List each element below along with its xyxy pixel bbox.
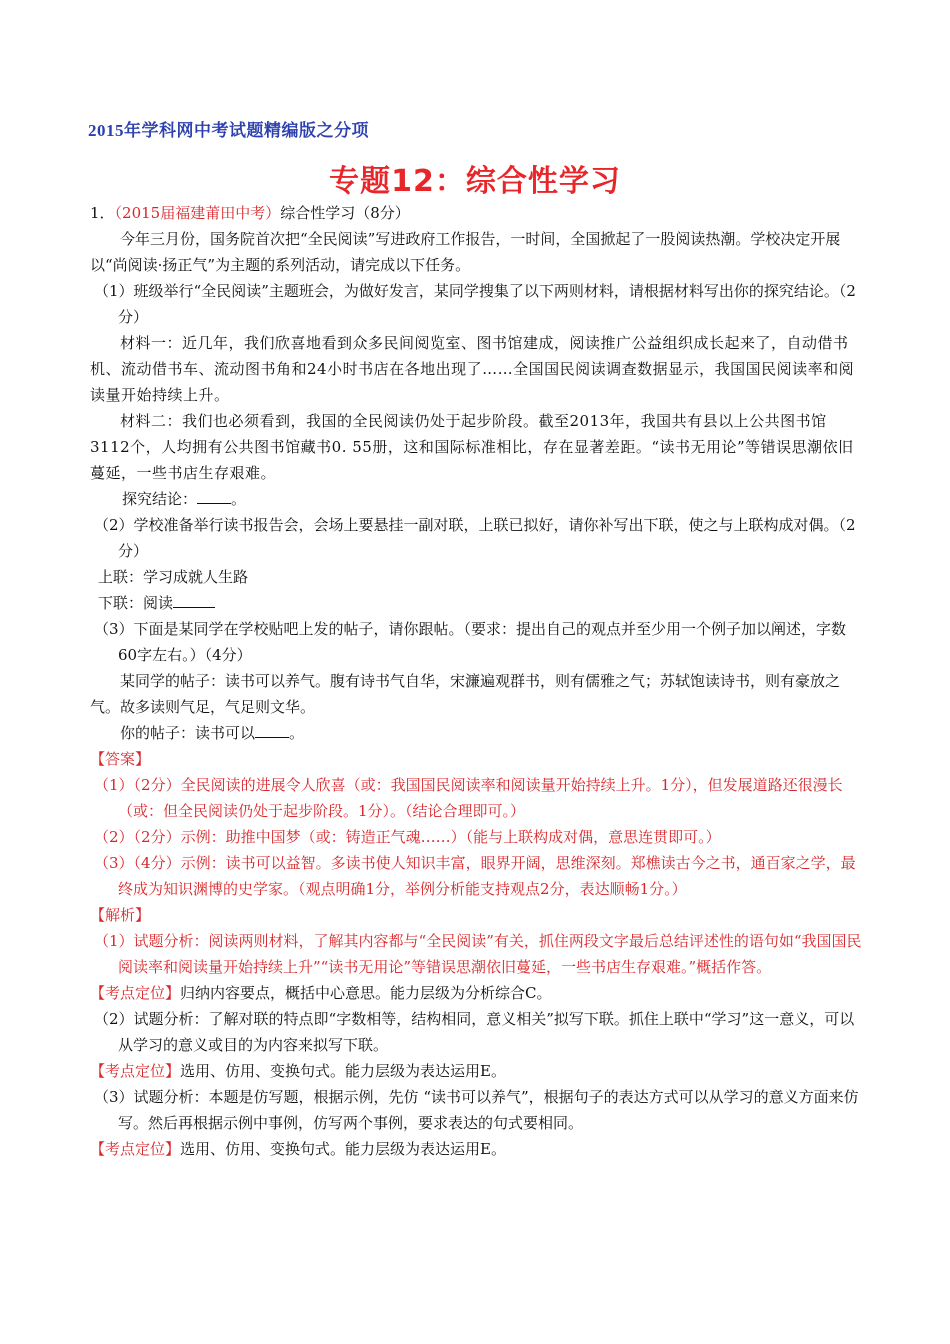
material-two: 材料二：我们也必须看到，我国的全民阅读仍处于起步阶段。截至2013年，我国共有县以上公共图书馆3112个，人均拥有公共图书馆藏书0. 55册，这和国际标准相比，存在显著差距。“读书无用论”等错误思潮依旧蔓延，一些书店生存艰难。 (90, 412, 854, 482)
conclusion-line (90, 486, 865, 512)
topic-title: 专题12：综合性学习 (329, 164, 621, 199)
question-title: 综合性学习（8分） (280, 204, 410, 222)
upper-couplet: 上联：学习成就人生路 (98, 568, 249, 586)
key-point-1 (90, 980, 865, 1006)
analysis-1: （1）试题分析：阅读两则材料，了解其内容都与“全民阅读”有关，抓住两段文字最后总结评述性的语句如“我国国民阅读率和阅读量开始持续上升”“读书无用论”等错误思潮依旧蔓延，一些书店生存艰难。”概括作答。 (94, 932, 862, 976)
lower-couplet-line (90, 590, 865, 616)
analysis-label: 【解析】 (90, 906, 151, 924)
conclusion-blank[interactable] (197, 489, 231, 504)
your-post-label: 你的帖子：读书可以 (120, 724, 256, 742)
question-source: （2015届福建莆田中考） (114, 204, 281, 222)
question-heading (90, 200, 865, 226)
series-title: 2015年学科网中考试题精编版之分项 (88, 121, 369, 140)
key-point-1-tag: 【考点定位】 (90, 984, 181, 1002)
key-point-3 (90, 1136, 865, 1162)
answer-label: 【答案】 (90, 750, 151, 768)
key-point-1-text: 归纳内容要点，概括中心意思。能力层级为分析综合C。 (180, 984, 552, 1002)
material-one: 材料一：近几年，我们欣喜地看到众多民间阅览室、图书馆建成，阅读推广公益组织成长起来了，自动借书机、流动借书车、流动图书角和24小时书店在各地出现了……全国国民阅读调查数据显示，我国国民阅读率和阅读量开始持续上升。 (90, 334, 855, 404)
answer-2: （2）（2分）示例：助推中国梦（或：铸造正气魂……）（能与上联构成对偶，意思连贯即可。） (94, 828, 721, 846)
key-point-2-tag: 【考点定位】 (90, 1062, 181, 1080)
question-number: 1． (90, 204, 115, 222)
your-post-blank[interactable] (255, 723, 289, 738)
lower-couplet-blank[interactable] (173, 593, 215, 608)
subquestion-2: （2）学校准备举行读书报告会，会场上要悬挂一副对联，上联已拟好，请你补写出下联，使之与上联构成对偶。（2分） (94, 516, 856, 560)
subquestion-3: （3）下面是某同学在学校贴吧上发的帖子，请你跟帖。（要求：提出自己的观点并至少用一个例子加以阐述，字数60字左右。）（4分） (94, 620, 847, 664)
answer-3: （3）（4分）示例：读书可以益智。多读书使人知识丰富，眼界开阔，思维深刻。郑樵读古今之书，通百家之学，最终成为知识渊博的史学家。（观点明确1分，举例分析能支持观点2分，表达顺畅1分。） (94, 854, 856, 898)
analysis-2: （2）试题分析：了解对联的特点即“字数相等，结构相同，意义相关”拟写下联。抓住上联中“学习”这一意义，可以从学习的意义或目的为内容来拟写下联。 (94, 1010, 855, 1054)
answer-1: （1）（2分）全民阅读的进展令人欣喜（或：我国国民阅读率和阅读量开始持续上升。1分），但发展道路还很漫长（或：但全民阅读仍处于起步阶段。1分）。（结论合理即可。） (94, 776, 843, 820)
your-post-line (90, 720, 865, 746)
sample-post: 某同学的帖子：读书可以养气。腹有诗书气自华，宋濂遍观群书，则有儒雅之气；苏轼饱读诗书，则有豪放之气。故多读则气足，气足则文华。 (90, 672, 841, 716)
conclusion-label: 探究结论： (122, 490, 198, 508)
subquestion-1: （1）班级举行“全民阅读”主题班会，为做好发言，某同学搜集了以下两则材料，请根据材料写出你的探究结论。（2分） (94, 282, 856, 326)
key-point-3-tag: 【考点定位】 (90, 1140, 181, 1158)
your-post-period: 。 (289, 724, 305, 742)
document-body (90, 200, 865, 1162)
key-point-2 (90, 1058, 865, 1084)
analysis-3: （3）试题分析：本题是仿写题，根据示例，先仿 “读书可以养气”，根据句子的表达方式可以从学习的意义方面来仿写。然后再根据示例中事例，仿写两个事例，要求表达的句式要相同。 (94, 1088, 859, 1132)
question-intro: 今年三月份，国务院首次把“全民阅读”写进政府工作报告，一时间，全国掀起了一股阅读热潮。学校决定开展以“尚阅读·扬正气”为主题的系列活动，请完成以下任务。 (90, 230, 841, 274)
lower-couplet-label: 下联：阅读 (98, 594, 174, 612)
key-point-3-text: 选用、仿用、变换句式。能力层级为表达运用E。 (180, 1140, 506, 1158)
conclusion-period: 。 (231, 490, 247, 508)
key-point-2-text: 选用、仿用、变换句式。能力层级为表达运用E。 (180, 1062, 506, 1080)
